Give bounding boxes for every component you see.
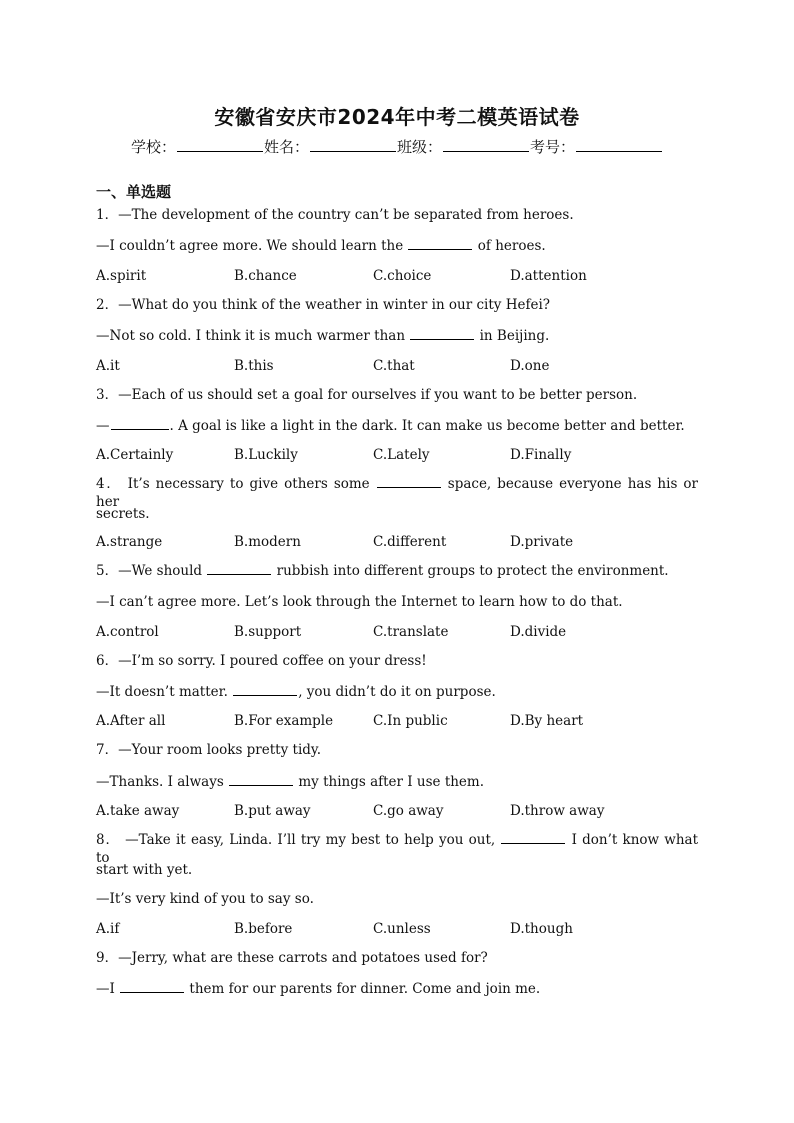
question-1-reply: —I couldn’t agree more. We should learn the of heroes.: [96, 238, 546, 254]
question-2-reply: —Not so cold. I think it is much warmer than in Beijing.: [96, 328, 550, 344]
question-4-prompt: 4． It’s necessary to give others some space, because everyone has his or her: [96, 476, 698, 510]
option-b[interactable]: B.modern: [234, 534, 301, 550]
question-8-prompt-cont: start with yet.: [96, 862, 193, 878]
answer-blank: [120, 980, 184, 993]
option-c[interactable]: C.different: [373, 534, 447, 550]
answer-blank: [408, 237, 472, 250]
option-d[interactable]: D.By heart: [510, 713, 584, 729]
option-c[interactable]: C.Lately: [373, 447, 430, 463]
class-label: 班级：: [397, 138, 443, 156]
answer-blank: [229, 773, 293, 786]
exam-no-label: 考号：: [530, 138, 576, 156]
answer-blank: [501, 831, 565, 844]
student-info-line: [0, 136, 794, 157]
question-6-reply: —It doesn’t matter. , you didn’t do it on purpose.: [96, 684, 496, 700]
option-d[interactable]: D.private: [510, 534, 574, 550]
question-8-prompt: 8． —Take it easy, Linda. I’ll try my best to help you out, I don’t know what to: [96, 832, 698, 866]
question-7-prompt: 7．—Your room looks pretty tidy.: [96, 742, 322, 758]
option-a[interactable]: A.if: [96, 921, 120, 937]
class-field[interactable]: [443, 137, 529, 152]
option-b[interactable]: B.put away: [234, 803, 311, 819]
option-c[interactable]: C.go away: [373, 803, 444, 819]
option-a[interactable]: A.spirit: [96, 268, 147, 284]
answer-blank: [207, 562, 271, 575]
option-d[interactable]: D.Finally: [510, 447, 572, 463]
option-b[interactable]: B.For example: [234, 713, 334, 729]
question-9-prompt: 9．—Jerry, what are these carrots and potatoes used for?: [96, 950, 488, 966]
question-8-reply: —It’s very kind of you to say so.: [96, 891, 314, 907]
option-b[interactable]: B.this: [234, 358, 274, 374]
section-title: 一、单选题: [96, 183, 172, 201]
option-d[interactable]: D.one: [510, 358, 550, 374]
question-9-reply: —I them for our parents for dinner. Come and join me.: [96, 981, 541, 997]
option-c[interactable]: C.choice: [373, 268, 432, 284]
page-title: 安徽省安庆市2024年中考二模英语试卷: [214, 105, 580, 129]
option-b[interactable]: B.before: [234, 921, 293, 937]
option-c[interactable]: C.In public: [373, 713, 448, 729]
question-5-prompt: 5．—We should rubbish into different groups to protect the environment.: [96, 563, 669, 579]
question-3-prompt: 3．—Each of us should set a goal for ourselves if you want to be better person.: [96, 387, 638, 403]
option-c[interactable]: C.translate: [373, 624, 449, 640]
answer-blank: [111, 417, 169, 430]
exam-no-field[interactable]: [576, 137, 662, 152]
question-4-prompt-cont: secrets.: [96, 506, 150, 522]
option-a[interactable]: A.control: [96, 624, 159, 640]
name-label: 姓名：: [263, 138, 309, 156]
question-1-prompt: 1．—The development of the country can’t be separated from heroes.: [96, 207, 574, 223]
question-7-reply: —Thanks. I always my things after I use them.: [96, 774, 485, 790]
option-c[interactable]: C.unless: [373, 921, 431, 937]
answer-blank: [410, 327, 474, 340]
option-a[interactable]: A.strange: [96, 534, 163, 550]
option-a[interactable]: A.take away: [96, 803, 180, 819]
option-b[interactable]: B.support: [234, 624, 302, 640]
question-2-prompt: 2．—What do you think of the weather in winter in our city Hefei?: [96, 297, 551, 313]
option-a[interactable]: A.Certainly: [96, 447, 174, 463]
option-c[interactable]: C.that: [373, 358, 415, 374]
option-d[interactable]: D.divide: [510, 624, 567, 640]
option-d[interactable]: D.though: [510, 921, 573, 937]
option-b[interactable]: B.chance: [234, 268, 297, 284]
option-a[interactable]: A.it: [96, 358, 120, 374]
option-d[interactable]: D.throw away: [510, 803, 605, 819]
name-field[interactable]: [310, 137, 396, 152]
answer-blank: [377, 475, 441, 488]
question-3-reply: — . A goal is like a light in the dark. It can make us become better and better.: [96, 418, 685, 434]
answer-blank: [233, 683, 297, 696]
option-d[interactable]: D.attention: [510, 268, 587, 284]
school-label: 学校：: [130, 138, 176, 156]
school-field[interactable]: [177, 137, 263, 152]
question-6-prompt: 6．—I’m so sorry. I poured coffee on your dress!: [96, 653, 427, 669]
option-b[interactable]: B.Luckily: [234, 447, 298, 463]
question-5-reply: —I can’t agree more. Let’s look through the Internet to learn how to do that.: [96, 594, 623, 610]
option-a[interactable]: A.After all: [96, 713, 166, 729]
